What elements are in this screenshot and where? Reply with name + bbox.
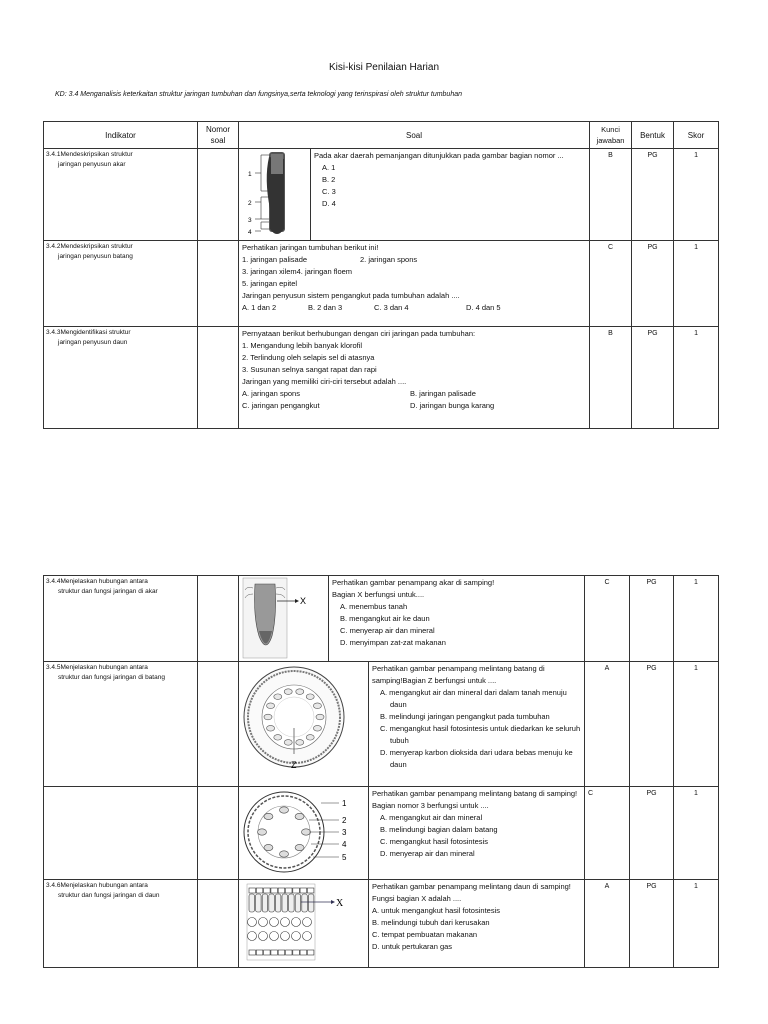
skor-cell: 1 — [674, 576, 719, 662]
spongy-cell — [248, 918, 257, 927]
fig-label: X — [336, 898, 344, 909]
indikator-number: 3.4.2 — [46, 243, 61, 250]
question-text: Perhatikan jaringan tumbuhan berikut ini! — [242, 243, 379, 252]
nomor-soal-cell — [198, 662, 239, 787]
vascular-bundle — [267, 703, 275, 709]
vascular-bundle — [296, 740, 304, 746]
spongy-cell — [292, 918, 301, 927]
vascular-bundle — [267, 725, 275, 731]
option-b: B. jaringan palisade — [410, 389, 476, 398]
vascular-bundle — [316, 714, 324, 720]
indikator-cell — [44, 327, 198, 429]
kunci-cell: C — [585, 576, 630, 662]
list-item: 2. jaringan spons — [360, 255, 418, 264]
table-row — [44, 241, 719, 327]
palisade-cell — [308, 894, 314, 912]
epidermis-cell — [249, 888, 256, 893]
root-figure — [239, 149, 311, 241]
skor-cell: 1 — [674, 880, 719, 968]
vascular-bundle — [306, 694, 314, 700]
option-c: C. jaringan pengangkut — [242, 401, 320, 410]
root-tip-figure — [239, 576, 329, 662]
question-text: Perhatikan gambar penampang akar di samping! — [332, 578, 495, 587]
bentuk-cell: PG — [632, 241, 674, 327]
indikator-cell — [44, 576, 198, 662]
bentuk-cell: PG — [630, 662, 674, 787]
vascular-bundle — [284, 689, 292, 695]
palisade-cell — [282, 894, 288, 912]
epidermis-cell — [271, 950, 278, 955]
indikator-text-2: struktur dan fungsi jaringan di akar — [58, 588, 158, 595]
vascular-bundle — [258, 829, 267, 835]
table-row — [44, 787, 719, 880]
header-indikator: Indikator — [44, 122, 198, 149]
option-d: D. menyerap karbon dioksida dari udara bebas menuju ke daun — [380, 748, 573, 769]
soal-cell — [369, 662, 585, 787]
kunci-cell: B — [590, 149, 632, 241]
header-soal: Soal — [239, 122, 590, 149]
header-kunci: Kunci jawaban — [590, 122, 632, 149]
option-c: C. menyerap air dan mineral — [340, 626, 435, 635]
table-row — [44, 327, 719, 429]
bentuk-cell: PG — [630, 576, 674, 662]
indikator-cell — [44, 880, 198, 968]
skor-cell: 1 — [674, 241, 719, 327]
header-nomor-soal: Nomor soal — [198, 122, 239, 149]
epidermis-cell — [249, 950, 256, 955]
option-b: B. melindungi bagian dalam batang — [380, 825, 498, 834]
indikator-text: Menjelaskan hubungan antara — [60, 882, 148, 889]
question-prompt: Bagian X berfungsi untuk.... — [332, 590, 425, 599]
option-a: A. mengangkut air dan mineral dari dalam tanah menuju daun — [380, 688, 567, 709]
option-b: B. mengangkut air ke daun — [340, 614, 430, 623]
epidermis-cell — [300, 950, 307, 955]
vascular-bundle — [264, 714, 272, 720]
vascular-bundle — [264, 813, 273, 819]
vascular-bundle — [280, 851, 289, 857]
epidermis-cell — [293, 950, 300, 955]
stem-cross-section-figure — [239, 662, 369, 787]
epidermis-cell — [271, 888, 278, 893]
epidermis-cell — [264, 888, 271, 893]
vascular-bundle — [295, 844, 304, 850]
fig-label: 4 — [342, 840, 347, 849]
list-item: 3. jaringan xilem — [242, 267, 297, 276]
fig-label: 2 — [248, 200, 252, 207]
palisade-cell — [289, 894, 295, 912]
fig-label: 5 — [342, 853, 347, 862]
list-item: 1. Mengandung lebih banyak klorofil — [242, 341, 363, 350]
stem-numbered-figure — [239, 787, 369, 880]
option-c: C. mengangkut hasil fotosintesis untuk diedarkan ke seluruh tubuh — [380, 724, 581, 745]
bentuk-cell: PG — [632, 149, 674, 241]
soal-cell — [239, 327, 590, 429]
spongy-cell — [270, 918, 279, 927]
option-d: D. 4 — [322, 199, 336, 208]
question-prompt: Jaringan penyusun sistem pengangkut pada tumbuhan adalah .... — [242, 291, 460, 300]
table-row — [44, 149, 719, 241]
list-item: 3. Susunan selnya sangat rapat dan rapi — [242, 365, 377, 374]
epidermis-cell — [278, 950, 285, 955]
question-text: Pernyataan berikut berhubungan dengan ciri jaringan pada tumbuhan: — [242, 329, 476, 338]
option-a: A. jaringan spons — [242, 389, 300, 398]
table-row — [44, 880, 719, 968]
palisade-cell — [249, 894, 255, 912]
vascular-bundle — [264, 844, 273, 850]
palisade-cell — [275, 894, 281, 912]
indikator-text-2: jaringan penyusun akar — [58, 161, 126, 168]
indikator-text: Mengidentifikasi struktur — [60, 329, 131, 336]
option-d: D. menyerap air dan mineral — [380, 849, 475, 858]
fig-label: 4 — [248, 229, 252, 236]
skor-cell: 1 — [674, 327, 719, 429]
spongy-cell — [259, 932, 268, 941]
nomor-soal-cell — [198, 880, 239, 968]
epidermis-cell — [278, 888, 285, 893]
soal-cell — [369, 880, 585, 968]
indikator-number: 3.4.4 — [46, 578, 61, 585]
nomor-soal-cell — [198, 327, 239, 429]
bentuk-cell: PG — [630, 880, 674, 968]
indikator-cell — [44, 241, 198, 327]
epidermis-cell — [264, 950, 271, 955]
vascular-bundle — [306, 735, 314, 741]
table-row — [44, 662, 719, 787]
spongy-cell — [259, 918, 268, 927]
option-a: A. 1 — [322, 163, 336, 172]
option-b: B. melindungi jaringan pengangkut pada tumbuhan — [380, 712, 550, 721]
soal-cell — [311, 149, 590, 241]
skor-cell: 1 — [674, 787, 719, 880]
bentuk-cell: PG — [630, 787, 674, 880]
vascular-bundle — [296, 689, 304, 695]
nomor-soal-cell — [198, 787, 239, 880]
indikator-text: Mendeskripsikan struktur — [60, 243, 133, 250]
spongy-cell — [270, 932, 279, 941]
spongy-cell — [292, 932, 301, 941]
kunci-cell: C — [590, 241, 632, 327]
indikator-text: Menjelaskan hubungan antara — [60, 578, 148, 585]
question-text: Perhatikan gambar penampang melintang batang di samping!Bagian Z berfungsi untuk .... — [372, 664, 545, 685]
vascular-bundle — [313, 703, 321, 709]
list-item: 2. Terlindung oleh selapis sel di atasnya — [242, 353, 375, 362]
indikator-text-2: jaringan penyusun daun — [58, 339, 128, 346]
page-title: Kisi-kisi Penilaian Harian — [328, 62, 440, 73]
option-c: C. tempat pembuatan makanan — [372, 930, 478, 939]
vascular-bundle — [274, 694, 282, 700]
fig-label: Z — [291, 760, 297, 770]
fig-label: 1 — [248, 171, 252, 178]
soal-cell — [329, 576, 585, 662]
indikator-number: 3.4.1 — [46, 151, 61, 158]
epidermis-cell — [286, 888, 293, 893]
option-a: A. menembus tanah — [340, 602, 408, 611]
option-a: A. mengangkut air dan mineral — [380, 813, 483, 822]
table-row — [44, 576, 719, 662]
spongy-cell — [248, 932, 257, 941]
list-item: 5. jaringan epitel — [242, 279, 298, 288]
vascular-bundle — [295, 813, 304, 819]
nomor-soal-cell — [198, 576, 239, 662]
kunci-cell: A — [585, 880, 630, 968]
question-text: Perhatikan gambar penampang melintang daun di samping! Fungsi bagian X adalah .... — [372, 882, 571, 903]
indikator-number: 3.4.6 — [46, 882, 61, 889]
kd-statement: KD: 3.4 Menganalisis keterkaitan struktur jaringan tumbuhan dan fungsinya,serta teknologi yang terinspirasi oleh struktur tumbuhan — [55, 91, 463, 98]
vascular-bundle — [280, 807, 289, 813]
question-text: Pada akar daerah pemanjangan ditunjukkan pada gambar bagian nomor ... — [314, 151, 564, 160]
kunci-cell: C — [585, 787, 630, 880]
epidermis-cell — [256, 950, 263, 955]
indikator-number: 3.4.3 — [46, 329, 61, 336]
vascular-bundle — [274, 735, 282, 741]
indikator-number: 3.4.5 — [46, 664, 61, 671]
option-a: A. 1 dan 2 — [242, 303, 277, 312]
option-c: C. 3 — [322, 187, 336, 196]
option-d: D. jaringan bunga karang — [410, 401, 495, 410]
option-b: B. 2 — [322, 175, 336, 184]
indikator-cell — [44, 787, 198, 880]
question-text: Perhatikan gambar penampang melintang batang di samping! Bagian nomor 3 berfungsi untuk .... — [372, 789, 578, 810]
option-b: B. 2 dan 3 — [308, 303, 343, 312]
epidermis-cell — [256, 888, 263, 893]
question-prompt: Jaringan yang memiliki ciri-ciri tersebut adalah .... — [242, 377, 407, 386]
option-b: B. melindungi tubuh dari kerusakan — [372, 918, 490, 927]
fig-label: 1 — [342, 799, 347, 808]
skor-cell: 1 — [674, 662, 719, 787]
indikator-cell — [44, 149, 198, 241]
soal-cell — [369, 787, 585, 880]
indikator-cell — [44, 662, 198, 787]
option-c: C. 3 dan 4 — [374, 303, 409, 312]
epidermis-cell — [307, 950, 314, 955]
header-bentuk: Bentuk — [632, 122, 674, 149]
grid-table-2 — [43, 575, 719, 968]
vascular-bundle — [313, 725, 321, 731]
epidermis-cell — [307, 888, 314, 893]
epidermis-cell — [293, 888, 300, 893]
indikator-text-2: struktur dan fungsi jaringan di daun — [58, 892, 160, 899]
spongy-cell — [281, 932, 290, 941]
vascular-bundle — [284, 740, 292, 746]
list-item: 1. jaringan palisade — [242, 255, 308, 264]
palisade-cell — [302, 894, 308, 912]
nomor-soal-cell — [198, 149, 239, 241]
palisade-cell — [295, 894, 301, 912]
nomor-soal-cell — [198, 241, 239, 327]
fig-label: 2 — [342, 816, 347, 825]
fig-label: 3 — [342, 828, 347, 837]
indikator-text: Menjelaskan hubungan antara — [60, 664, 148, 671]
indikator-text: Mendeskripsikan struktur — [60, 151, 133, 158]
fig-label: X — [300, 596, 307, 606]
skor-cell: 1 — [674, 149, 719, 241]
option-a: A. untuk mengangkut hasil fotosintesis — [372, 906, 500, 915]
option-c: C. mengangkut hasil fotosintesis — [380, 837, 488, 846]
option-d: D. menyimpan zat-zat makanan — [340, 638, 446, 647]
spongy-cell — [303, 918, 312, 927]
indikator-text-2: jaringan penyusun batang — [58, 253, 133, 260]
spongy-cell — [281, 918, 290, 927]
epidermis-cell — [286, 950, 293, 955]
soal-cell — [239, 241, 590, 327]
option-d: D. 4 dan 5 — [466, 303, 501, 312]
bentuk-cell: PG — [632, 327, 674, 429]
kunci-cell: B — [590, 327, 632, 429]
leaf-cross-section-figure — [239, 880, 369, 968]
list-item: 4. jaringan floem — [296, 267, 353, 276]
indikator-text-2: struktur dan fungsi jaringan di batang — [58, 674, 165, 681]
palisade-cell — [256, 894, 262, 912]
grid-table-1 — [43, 121, 719, 429]
fig-label: 3 — [248, 217, 252, 224]
palisade-cell — [269, 894, 275, 912]
palisade-cell — [262, 894, 268, 912]
kunci-cell: A — [585, 662, 630, 787]
header-skor: Skor — [674, 122, 719, 149]
option-d: D. untuk pertukaran gas — [372, 942, 453, 951]
epidermis-cell — [300, 888, 307, 893]
spongy-cell — [303, 932, 312, 941]
